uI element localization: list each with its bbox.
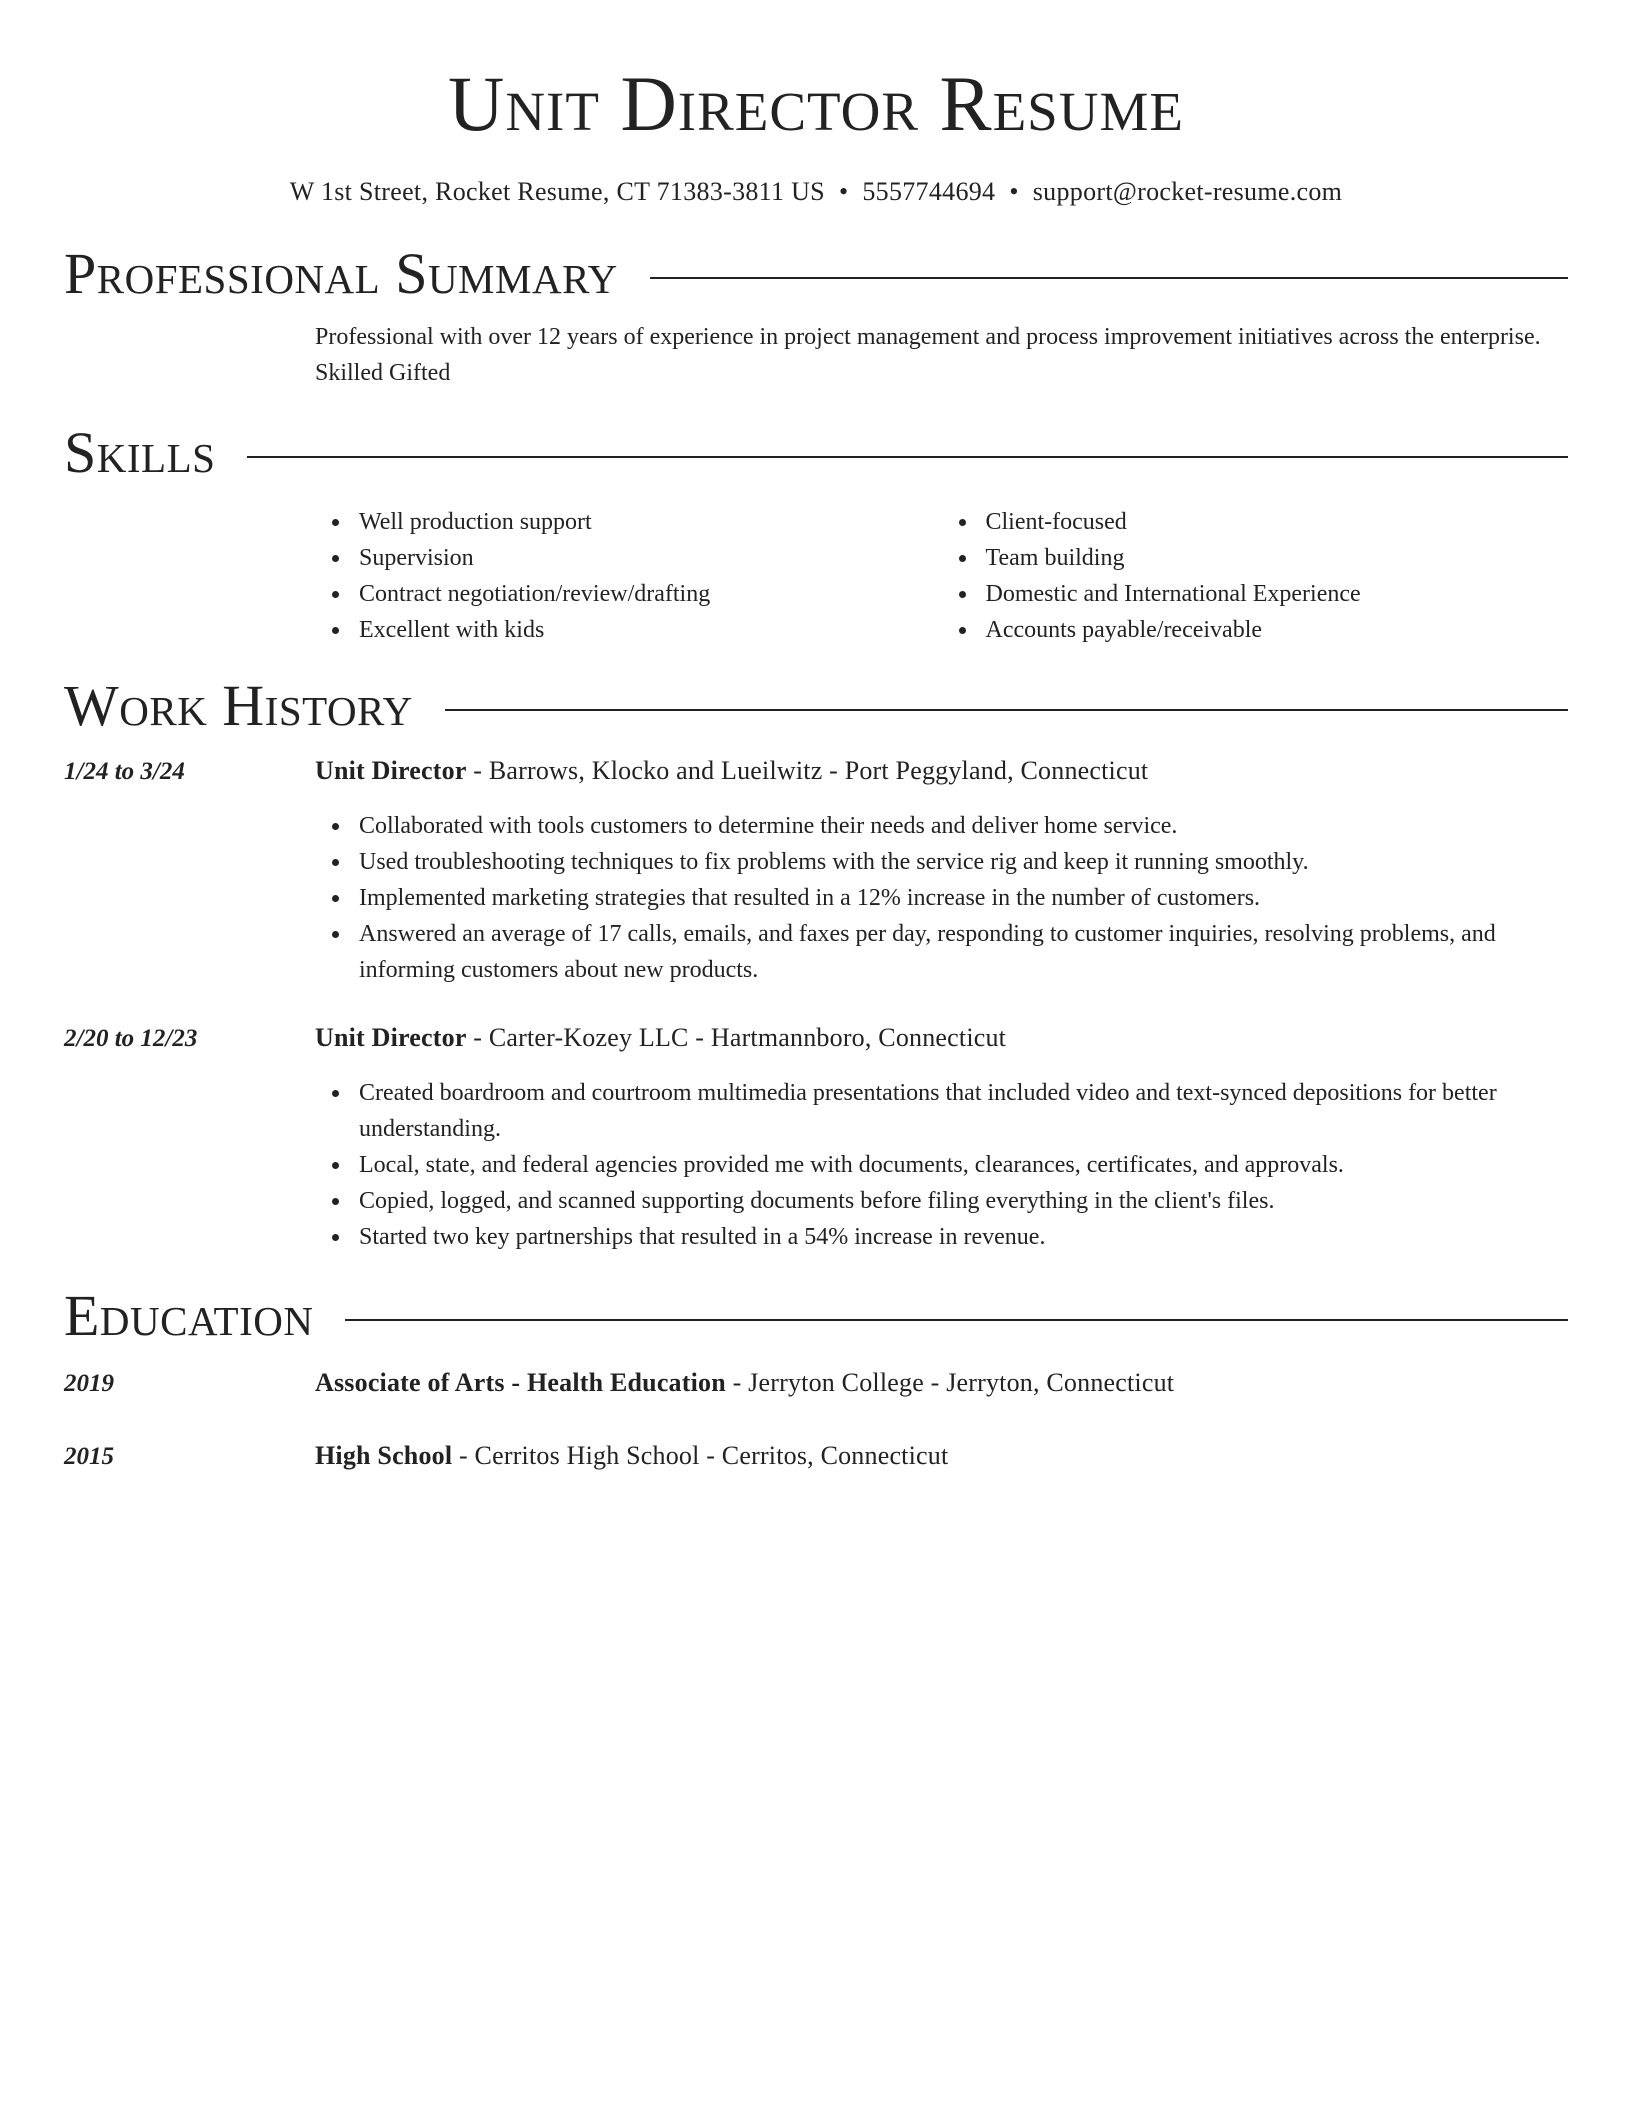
job-header — [64, 1020, 1568, 1057]
job-bullet: Local, state, and federal agencies provided me with documents, clearances, certificates, and approvals. — [359, 1147, 1568, 1183]
section-divider — [445, 709, 1568, 711]
contact-address: W 1st Street, Rocket Resume, CT 71383-3811 US — [289, 177, 825, 206]
contact-phone: 5557744694 — [862, 177, 996, 206]
job-dates: 1/24 to 3/24 — [64, 758, 185, 785]
education-school: - Jerryton College - Jerryton, Connecticut — [725, 1368, 1175, 1397]
job-bullet: Copied, logged, and scanned supporting documents before filing everything in the client's files. — [359, 1183, 1568, 1219]
education-school: - Cerritos High School - Cerritos, Connecticut — [452, 1441, 949, 1470]
education-year: 2015 — [64, 1443, 114, 1470]
summary-heading: Professional Summary — [64, 241, 618, 306]
summary-body — [315, 319, 1568, 391]
resume-page — [64, 0, 1568, 1475]
skills-section-header — [64, 420, 1568, 486]
education-heading-line — [315, 1438, 948, 1474]
education-year: 2019 — [64, 1370, 114, 1397]
skill-item: Team building — [986, 540, 1569, 576]
skill-item: Contract negotiation/review/drafting — [359, 576, 942, 612]
job-bullets — [315, 808, 1568, 988]
job-bullet: Created boardroom and courtroom multimedia presentations that included video and text-synced depositions for better understanding. — [359, 1075, 1568, 1147]
job-bullet: Implemented marketing strategies that resulted in a 12% increase in the number of customers. — [359, 880, 1568, 916]
education-degree: Associate of Arts - Health Education — [315, 1368, 726, 1397]
section-divider — [345, 1319, 1568, 1321]
work-heading: Work History — [64, 673, 413, 738]
job-bullet: Answered an average of 17 calls, emails, and faxes per day, responding to customer inquiries, resolving problems, and informing customers about new products. — [359, 916, 1568, 988]
summary-section-header — [64, 241, 1568, 307]
job-title: Unit Director — [315, 1023, 467, 1052]
education-heading: Education — [64, 1283, 314, 1348]
skill-item: Client-focused — [986, 504, 1569, 540]
job-bullets — [315, 1075, 1568, 1255]
contact-email: support@rocket-resume.com — [1032, 177, 1343, 206]
skills-column-right — [942, 504, 1569, 648]
job-heading — [315, 1020, 1006, 1056]
education-heading-line — [315, 1365, 1174, 1401]
skills-column-left — [315, 504, 942, 648]
education-section-header — [64, 1283, 1568, 1349]
skill-item: Supervision — [359, 540, 942, 576]
job-employer: - Barrows, Klocko and Lueilwitz - Port Peggyland, Connecticut — [466, 756, 1149, 785]
section-divider — [247, 456, 1568, 458]
job-header — [64, 753, 1568, 790]
skill-item: Domestic and International Experience — [986, 576, 1569, 612]
job-employer: - Carter-Kozey LLC - Hartmannboro, Connecticut — [466, 1023, 1007, 1052]
job-bullet: Collaborated with tools customers to determine their needs and deliver home service. — [359, 808, 1568, 844]
contact-separator: • — [1009, 177, 1019, 206]
contact-line — [64, 176, 1568, 208]
skills-heading: Skills — [64, 420, 216, 485]
skill-item: Accounts payable/receivable — [986, 612, 1569, 648]
skill-item: Excellent with kids — [359, 612, 942, 648]
section-divider — [650, 277, 1568, 279]
education-entry — [64, 1438, 1568, 1475]
skill-item: Well production support — [359, 504, 942, 540]
contact-separator: • — [838, 177, 849, 206]
job-heading — [315, 753, 1148, 789]
job-entry — [64, 753, 1568, 988]
job-title: Unit Director — [315, 756, 467, 785]
summary-text: Professional with over 12 years of experience in project management and process improvement initiatives across the enterprise. Skilled Gifted — [315, 324, 1541, 386]
job-bullet: Used troubleshooting techniques to fix problems with the service rig and keep it running smoothly. — [359, 844, 1568, 880]
resume-title: Unit Director Resume — [447, 60, 1184, 147]
job-entry — [64, 1020, 1568, 1255]
education-entry — [64, 1365, 1568, 1402]
job-dates: 2/20 to 12/23 — [64, 1025, 198, 1052]
work-section-header — [64, 673, 1568, 739]
job-bullet: Started two key partnerships that resulted in a 54% increase in revenue. — [359, 1219, 1568, 1255]
education-degree: High School — [315, 1441, 453, 1470]
skills-list — [315, 504, 1568, 648]
